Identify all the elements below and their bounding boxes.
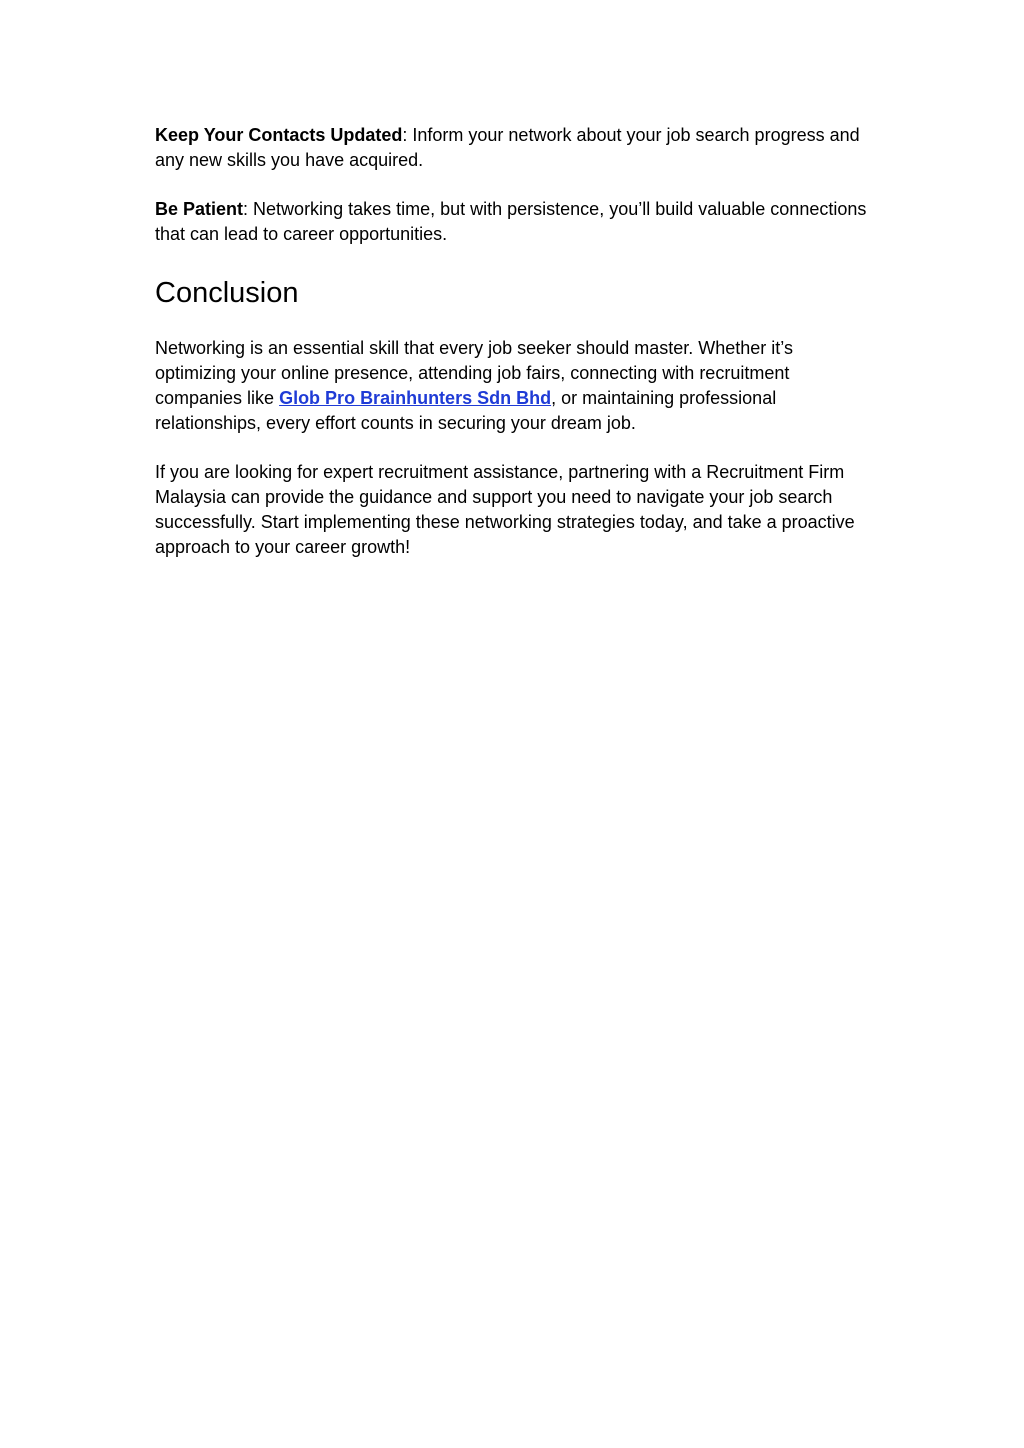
document-body <box>155 123 867 584</box>
tip-separator: : <box>243 199 254 219</box>
tip-title: Keep Your Contacts Updated <box>155 125 403 145</box>
conclusion-paragraph-2: If you are looking for expert recruitment assistance, partnering with a Recruitment Firm Malaysia can provide the guidance and support you need to navigate your job search successfully. Start implementing these networking strategies today, and take a proactive approach to your career growth! <box>155 462 855 557</box>
tip-keep-contacts-updated <box>155 123 867 173</box>
tip-text: Inform your network about your job search progress and any new skills you have acquired. <box>155 125 860 170</box>
tip-be-patient <box>155 197 867 247</box>
tip-text: Networking takes time, but with persistence, you’ll build valuable connections that can lead to career opportunities. <box>155 199 867 244</box>
paragraph-text-before-link: Networking is an essential skill that every job seeker should master. Whether it’s optimizing your online presence, attending job fairs, connecting with recruitment companies like <box>155 338 793 408</box>
company-link[interactable]: Glob Pro Brainhunters Sdn Bhd <box>279 388 552 408</box>
conclusion-heading: Conclusion <box>155 277 299 309</box>
tip-title: Be Patient <box>155 199 244 219</box>
paragraph-text-after-link: , or maintaining professional relationships, every effort counts in securing your dream job. <box>155 388 777 433</box>
tip-separator: : <box>402 125 413 145</box>
conclusion-paragraph-1 <box>155 336 867 436</box>
